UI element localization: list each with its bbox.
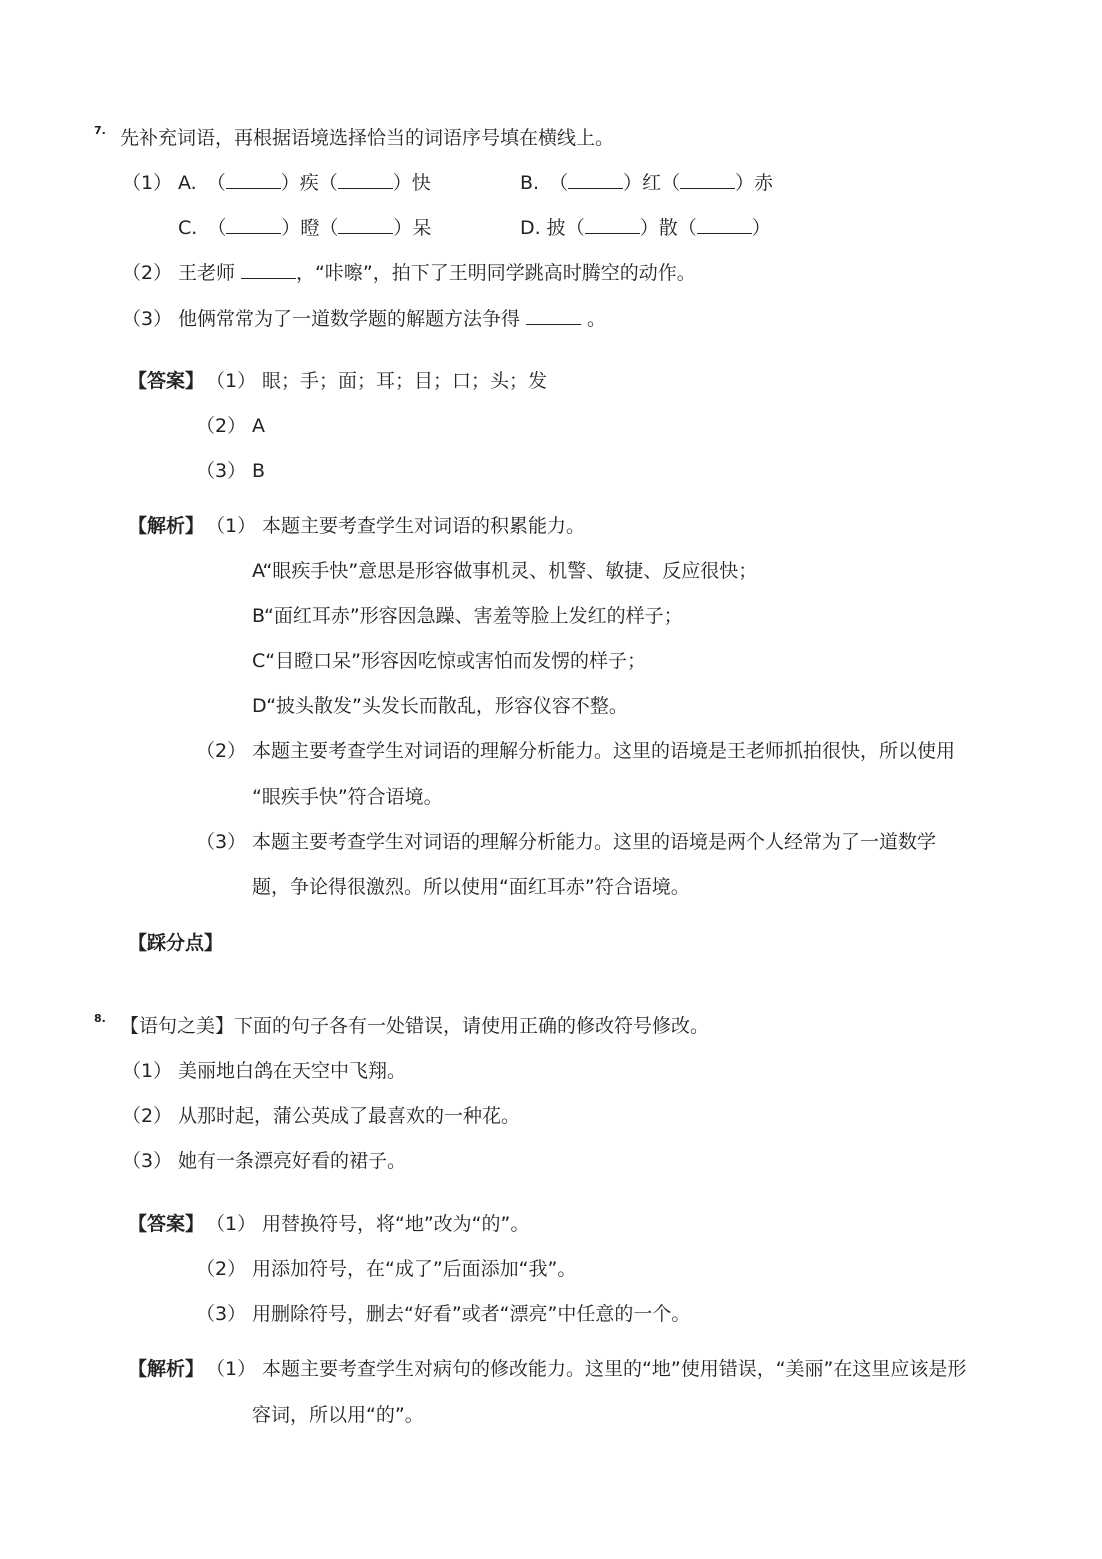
analysis-tag: 【解析】 xyxy=(128,1358,205,1380)
option-letter: A. xyxy=(178,172,197,194)
analysis-label: （3） xyxy=(196,831,247,853)
option-b: B. （ ）红（ ）赤 xyxy=(520,172,774,194)
fill-blank xyxy=(338,215,393,234)
option-letter: D. xyxy=(520,217,541,239)
answer-label: （2） xyxy=(196,1258,247,1280)
fill-blank xyxy=(697,215,752,234)
answer-label: （1） xyxy=(206,1213,257,1235)
points-tag: 【踩分点】 xyxy=(128,932,224,954)
analysis-label: （1） xyxy=(206,515,257,537)
sub-question-label: （2） xyxy=(122,1105,173,1127)
fill-blank xyxy=(226,215,281,234)
analysis-text: 本题主要考查学生对病句的修改能力。这里的“地”使用错误，“美丽”在这里应该是形 xyxy=(262,1358,967,1380)
analysis-text: 本题主要考查学生对词语的理解分析能力。这里的语境是两个人经常为了一道数学 xyxy=(252,831,937,853)
fill-blank xyxy=(338,170,393,189)
fill-blank xyxy=(680,170,735,189)
analysis-label: （1） xyxy=(206,1358,257,1380)
answer-text: B xyxy=(252,460,266,482)
sub-question-text: 王老师 ，“咔嚓”，拍下了王明同学跳高时腾空的动作。 xyxy=(178,262,696,284)
analysis-text: 容词，所以用“的”。 xyxy=(252,1404,424,1426)
question-number: 8. xyxy=(94,1012,106,1025)
answer-label: （3） xyxy=(196,460,247,482)
analysis-label: （2） xyxy=(196,740,247,762)
answer-tag: 【答案】 xyxy=(128,370,205,392)
sub-question-label: （3） xyxy=(122,308,173,330)
answer-label: （3） xyxy=(196,1303,247,1325)
sub-question-text: 美丽地白鸽在天空中飞翔。 xyxy=(178,1060,407,1082)
sub-question-text: 他俩常常为了一道数学题的解题方法争得 。 xyxy=(178,308,607,330)
sub-question-text: 从那时起，蒲公英成了最喜欢的一种花。 xyxy=(178,1105,521,1127)
option-c: C. （ ）瞪（ ）呆 xyxy=(178,217,432,239)
option-letter: B. xyxy=(520,172,540,194)
answer-text: 用替换符号，将“地”改为“的”。 xyxy=(262,1213,530,1235)
option-d: D. 披（ ）散（ ） xyxy=(520,217,771,239)
answer-text: A xyxy=(252,415,265,437)
sub-question-label: （3） xyxy=(122,1150,173,1172)
fill-blank xyxy=(241,260,296,279)
analysis-text: 题，争论得很激烈。所以使用“面红耳赤”符合语境。 xyxy=(252,876,690,898)
analysis-text: “眼疾手快”符合语境。 xyxy=(252,786,443,808)
question-stem: 【语句之美】下面的句子各有一处错误，请使用正确的修改符号修改。 xyxy=(120,1015,710,1037)
analysis-text: D“披头散发”头发长而散乱，形容仪容不整。 xyxy=(252,695,628,717)
answer-text: 用添加符号，在“成了”后面添加“我”。 xyxy=(252,1258,577,1280)
answer-label: （2） xyxy=(196,415,247,437)
fill-blank xyxy=(568,170,623,189)
fill-blank xyxy=(585,215,640,234)
answer-label: （1） xyxy=(206,370,257,392)
fill-blank xyxy=(526,306,581,325)
sub-question-label: （1） xyxy=(122,172,173,194)
sub-question-label: （1） xyxy=(122,1060,173,1082)
question-number: 7. xyxy=(94,124,106,137)
sub-question-text: 她有一条漂亮好看的裙子。 xyxy=(178,1150,407,1172)
answer-text: 眼；手；面；耳；目；口；头；发 xyxy=(262,370,548,392)
analysis-text: C“目瞪口呆”形容因吃惊或害怕而发愣的样子； xyxy=(252,650,646,672)
analysis-text: B“面红耳赤”形容因急躁、害羞等脸上发红的样子； xyxy=(252,605,683,627)
analysis-text: 本题主要考查学生对词语的理解分析能力。这里的语境是王老师抓拍很快，所以使用 xyxy=(252,740,956,762)
option-a: A. （ ）疾（ ）快 xyxy=(178,172,431,194)
fill-blank xyxy=(226,170,281,189)
option-letter: C. xyxy=(178,217,198,239)
sub-question-label: （2） xyxy=(122,262,173,284)
analysis-text: A“眼疾手快”意思是形容做事机灵、机警、敏捷、反应很快； xyxy=(252,560,758,582)
question-stem: 先补充词语，再根据语境选择恰当的词语序号填在横线上。 xyxy=(120,127,615,149)
analysis-text: 本题主要考查学生对词语的积累能力。 xyxy=(262,515,586,537)
analysis-tag: 【解析】 xyxy=(128,515,205,537)
answer-tag: 【答案】 xyxy=(128,1213,205,1235)
answer-text: 用删除符号，删去“好看”或者“漂亮”中任意的一个。 xyxy=(252,1303,691,1325)
